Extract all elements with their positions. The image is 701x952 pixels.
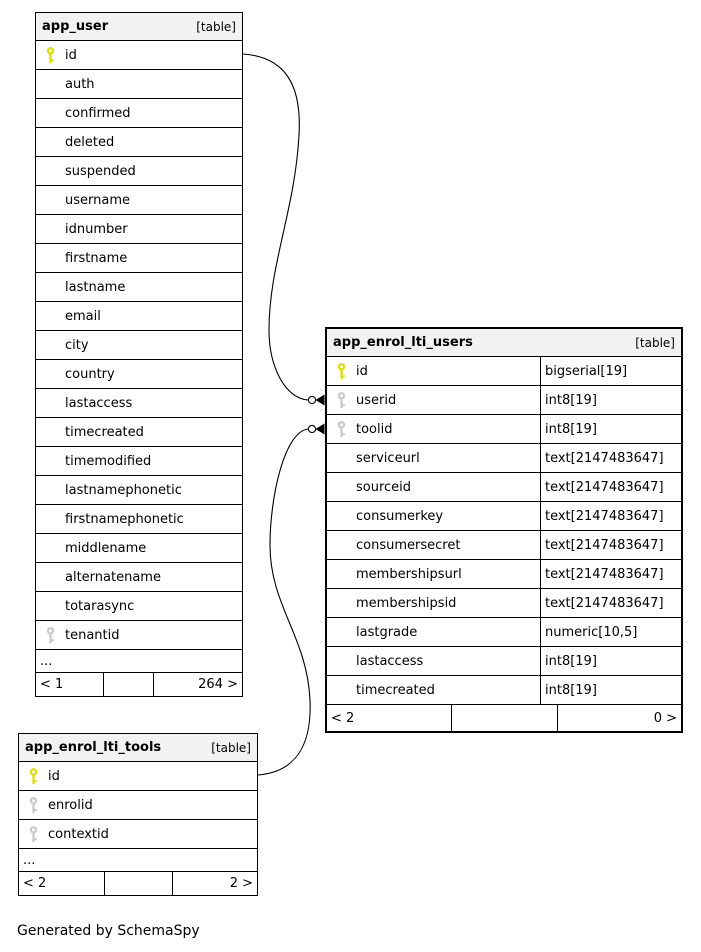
column-name: auth [65,76,95,92]
column-row[interactable] [36,447,242,476]
column-row[interactable] [36,273,242,302]
column-name: membershipsurl [356,566,462,582]
column-name: username [65,192,130,208]
column-row[interactable] [36,621,242,650]
column-name: city [65,337,89,353]
key-icon [29,768,38,785]
column-name: membershipsid [356,595,457,611]
column-name-cell [327,444,540,472]
crowfoot-arrow-icon [316,395,325,406]
column-name: consumersecret [356,537,461,553]
column-type: numeric[10,5] [540,618,681,646]
column-row[interactable] [36,186,242,215]
column-row[interactable] [36,476,242,505]
column-row[interactable] [36,592,242,621]
table-app_enrol_lti_users [325,327,683,733]
column-name-cell [327,531,540,559]
column-name: sourceid [356,479,412,495]
column-name: lastaccess [65,395,133,411]
column-name-cell [327,473,540,501]
children-count: < 1 [36,673,104,696]
cardinality-zero-circle [308,396,315,403]
column-type: bigserial[19] [540,357,681,385]
table-type-tag: [table] [196,19,236,34]
key-icon [337,363,346,380]
column-row[interactable] [36,360,242,389]
table-name[interactable]: app_enrol_lti_users [333,335,473,350]
cardinality-zero-circle [308,425,315,432]
column-row[interactable] [327,357,681,386]
column-name-cell [327,676,540,704]
key-icon [29,797,38,814]
children-count: < 2 [327,705,452,731]
relationship-line [243,54,308,400]
column-name: middlename [65,540,147,556]
table-footer [19,872,257,895]
column-row[interactable] [36,70,242,99]
relationship-line [258,429,310,775]
column-row[interactable] [36,41,242,70]
table-footer [327,705,681,731]
table-name[interactable]: app_user [42,19,109,34]
column-row[interactable] [327,618,681,647]
table-app_enrol_lti_tools [18,733,258,896]
column-name: toolid [356,421,393,437]
column-row[interactable] [36,302,242,331]
column-name: timecreated [65,424,144,440]
parents-count: 2 > [229,876,253,891]
column-type: text[2147483647] [540,444,681,472]
table-footer [36,673,242,696]
column-type: text[2147483647] [540,560,681,588]
generated-by-note: Generated by SchemaSpy [17,923,200,939]
column-list [19,762,257,849]
column-row[interactable] [36,418,242,447]
column-name: firstnamephonetic [65,511,184,527]
table-name[interactable]: app_enrol_lti_tools [25,740,162,755]
column-name: contextid [48,826,109,842]
column-row[interactable] [36,128,242,157]
column-name: id [65,47,77,63]
column-row[interactable] [36,99,242,128]
table-type-tag: [table] [635,335,675,350]
footer-spacer [104,673,154,696]
relationship-app_enrol_lti_tools-id-to-toolid [258,424,325,776]
column-row[interactable] [36,534,242,563]
column-row[interactable] [36,563,242,592]
table-header [19,734,257,762]
table-header [327,329,681,357]
column-name: enrolid [48,797,93,813]
column-name: timecreated [356,682,435,698]
column-row[interactable] [36,157,242,186]
footer-spacer [105,872,173,895]
column-name-cell [327,357,540,385]
column-name: firstname [65,250,128,266]
key-icon [46,627,55,644]
column-type: text[2147483647] [540,473,681,501]
ellipsis-row: ... [19,849,257,872]
column-row[interactable] [36,215,242,244]
column-type: int8[19] [540,676,681,704]
ellipsis-row: ... [36,650,242,673]
column-name: id [48,768,60,784]
column-name: lastgrade [356,624,418,640]
column-type: text[2147483647] [540,531,681,559]
column-list [327,357,681,705]
column-row[interactable] [19,762,257,791]
column-row[interactable] [327,415,681,444]
column-name: lastnamephonetic [65,482,182,498]
rows-count: 264 > [198,677,238,692]
column-name: deleted [65,134,115,150]
column-name: email [65,308,101,324]
column-name: totarasync [65,598,135,614]
column-type: text[2147483647] [540,589,681,617]
column-name-cell [327,647,540,675]
column-name: lastaccess [356,653,424,669]
table-app_user [35,12,243,697]
column-name: idnumber [65,221,128,237]
column-name-cell [327,415,540,443]
column-row[interactable] [327,560,681,589]
footer-spacer [452,705,558,731]
column-name: id [356,363,368,379]
column-list [36,41,242,650]
column-name: serviceurl [356,450,420,466]
column-name: tenantid [65,627,120,643]
key-icon [337,421,346,438]
table-header [36,13,242,41]
key-icon [46,47,55,64]
column-row[interactable] [327,647,681,676]
column-row[interactable] [36,331,242,360]
column-name: suspended [65,163,136,179]
column-name-cell [327,502,540,530]
children-count: < 2 [19,872,105,895]
column-name: userid [356,392,397,408]
column-name: confirmed [65,105,131,121]
column-name: alternatename [65,569,161,585]
column-row[interactable] [36,505,242,534]
key-icon [29,826,38,843]
column-name-cell [327,386,540,414]
column-type: int8[19] [540,647,681,675]
column-name-cell [327,618,540,646]
relationship-app_user-id-to-userid [243,54,325,406]
column-row[interactable] [327,502,681,531]
column-name-cell [327,560,540,588]
column-name: timemodified [65,453,152,469]
column-name-cell [327,589,540,617]
column-row[interactable] [327,676,681,705]
column-type: text[2147483647] [540,502,681,530]
key-icon [337,392,346,409]
parents-count: 0 > [653,710,677,726]
column-type: int8[19] [540,415,681,443]
column-row[interactable] [36,244,242,273]
column-name: consumerkey [356,508,444,524]
column-row[interactable] [327,531,681,560]
column-name: lastname [65,279,126,295]
column-type: int8[19] [540,386,681,414]
column-row[interactable] [327,444,681,473]
column-row[interactable] [327,589,681,618]
column-row[interactable] [36,389,242,418]
column-name: country [65,366,115,382]
table-type-tag: [table] [211,740,251,755]
column-row[interactable] [327,473,681,502]
crowfoot-arrow-icon [316,424,325,435]
column-row[interactable] [19,820,257,849]
column-row[interactable] [327,386,681,415]
column-row[interactable] [19,791,257,820]
